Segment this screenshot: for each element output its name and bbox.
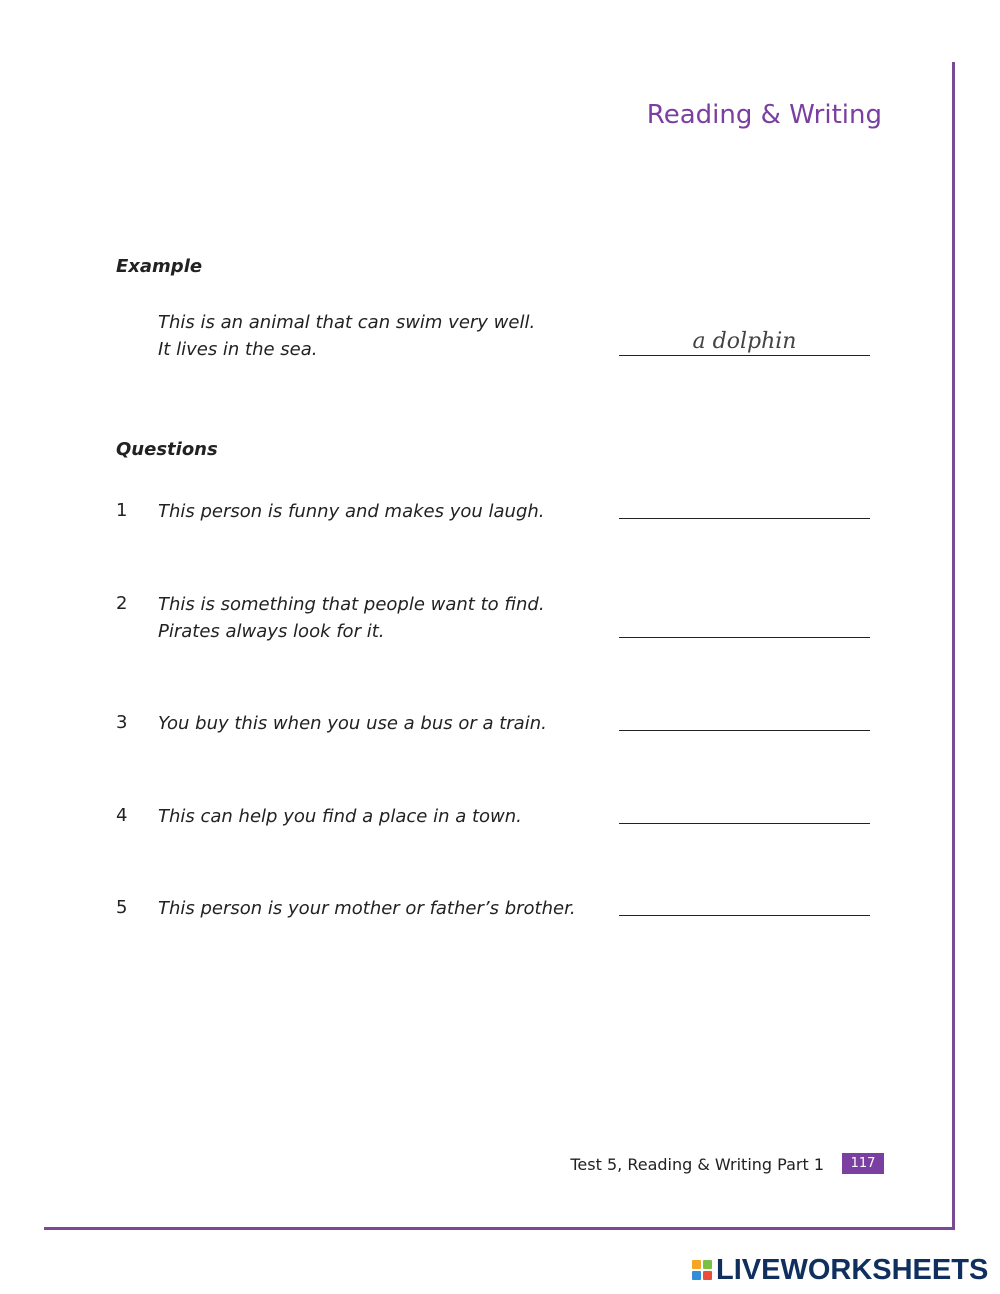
page-number-badge: 117 <box>842 1153 884 1174</box>
logo-text: LIVEWORKSHEETS <box>716 1253 989 1286</box>
answer-input-2[interactable] <box>619 637 870 638</box>
questions-heading: Questions <box>116 439 218 460</box>
example-text <box>158 309 535 363</box>
logo-blocks-icon <box>692 1260 712 1280</box>
example-answer-line <box>619 355 870 356</box>
page-title: Reading & Writing <box>646 100 882 130</box>
page-frame-right <box>952 62 955 1230</box>
question-number: 4 <box>116 805 128 826</box>
page-frame-bottom <box>44 1227 955 1230</box>
question-number: 3 <box>116 712 128 733</box>
answer-input-3[interactable] <box>619 730 870 731</box>
example-answer: a dolphin <box>692 329 797 354</box>
question-line: This can help you find a place in a town. <box>158 806 522 827</box>
answer-input-5[interactable] <box>619 915 870 916</box>
question-line: This person is your mother or father’s brother. <box>158 898 576 919</box>
answer-input-1[interactable] <box>619 518 870 519</box>
question-text <box>158 710 547 737</box>
liveworksheets-logo[interactable] <box>692 1255 988 1285</box>
question-number: 2 <box>116 593 128 614</box>
question-text <box>158 895 576 922</box>
question-text <box>158 591 545 645</box>
example-line-2: It lives in the sea. <box>158 339 318 360</box>
question-text <box>158 498 545 525</box>
question-line: This is something that people want to find. <box>158 594 545 615</box>
question-text <box>158 803 522 830</box>
question-number: 1 <box>116 500 128 521</box>
question-number: 5 <box>116 897 128 918</box>
question-line: Pirates always look for it. <box>158 621 385 642</box>
question-line: This person is funny and makes you laugh. <box>158 501 545 522</box>
question-line: You buy this when you use a bus or a train. <box>158 713 547 734</box>
answer-input-4[interactable] <box>619 823 870 824</box>
example-line-1: This is an animal that can swim very well. <box>158 312 536 333</box>
footer-caption: Test 5, Reading & Writing Part 1 <box>570 1155 824 1174</box>
example-heading: Example <box>116 256 203 277</box>
